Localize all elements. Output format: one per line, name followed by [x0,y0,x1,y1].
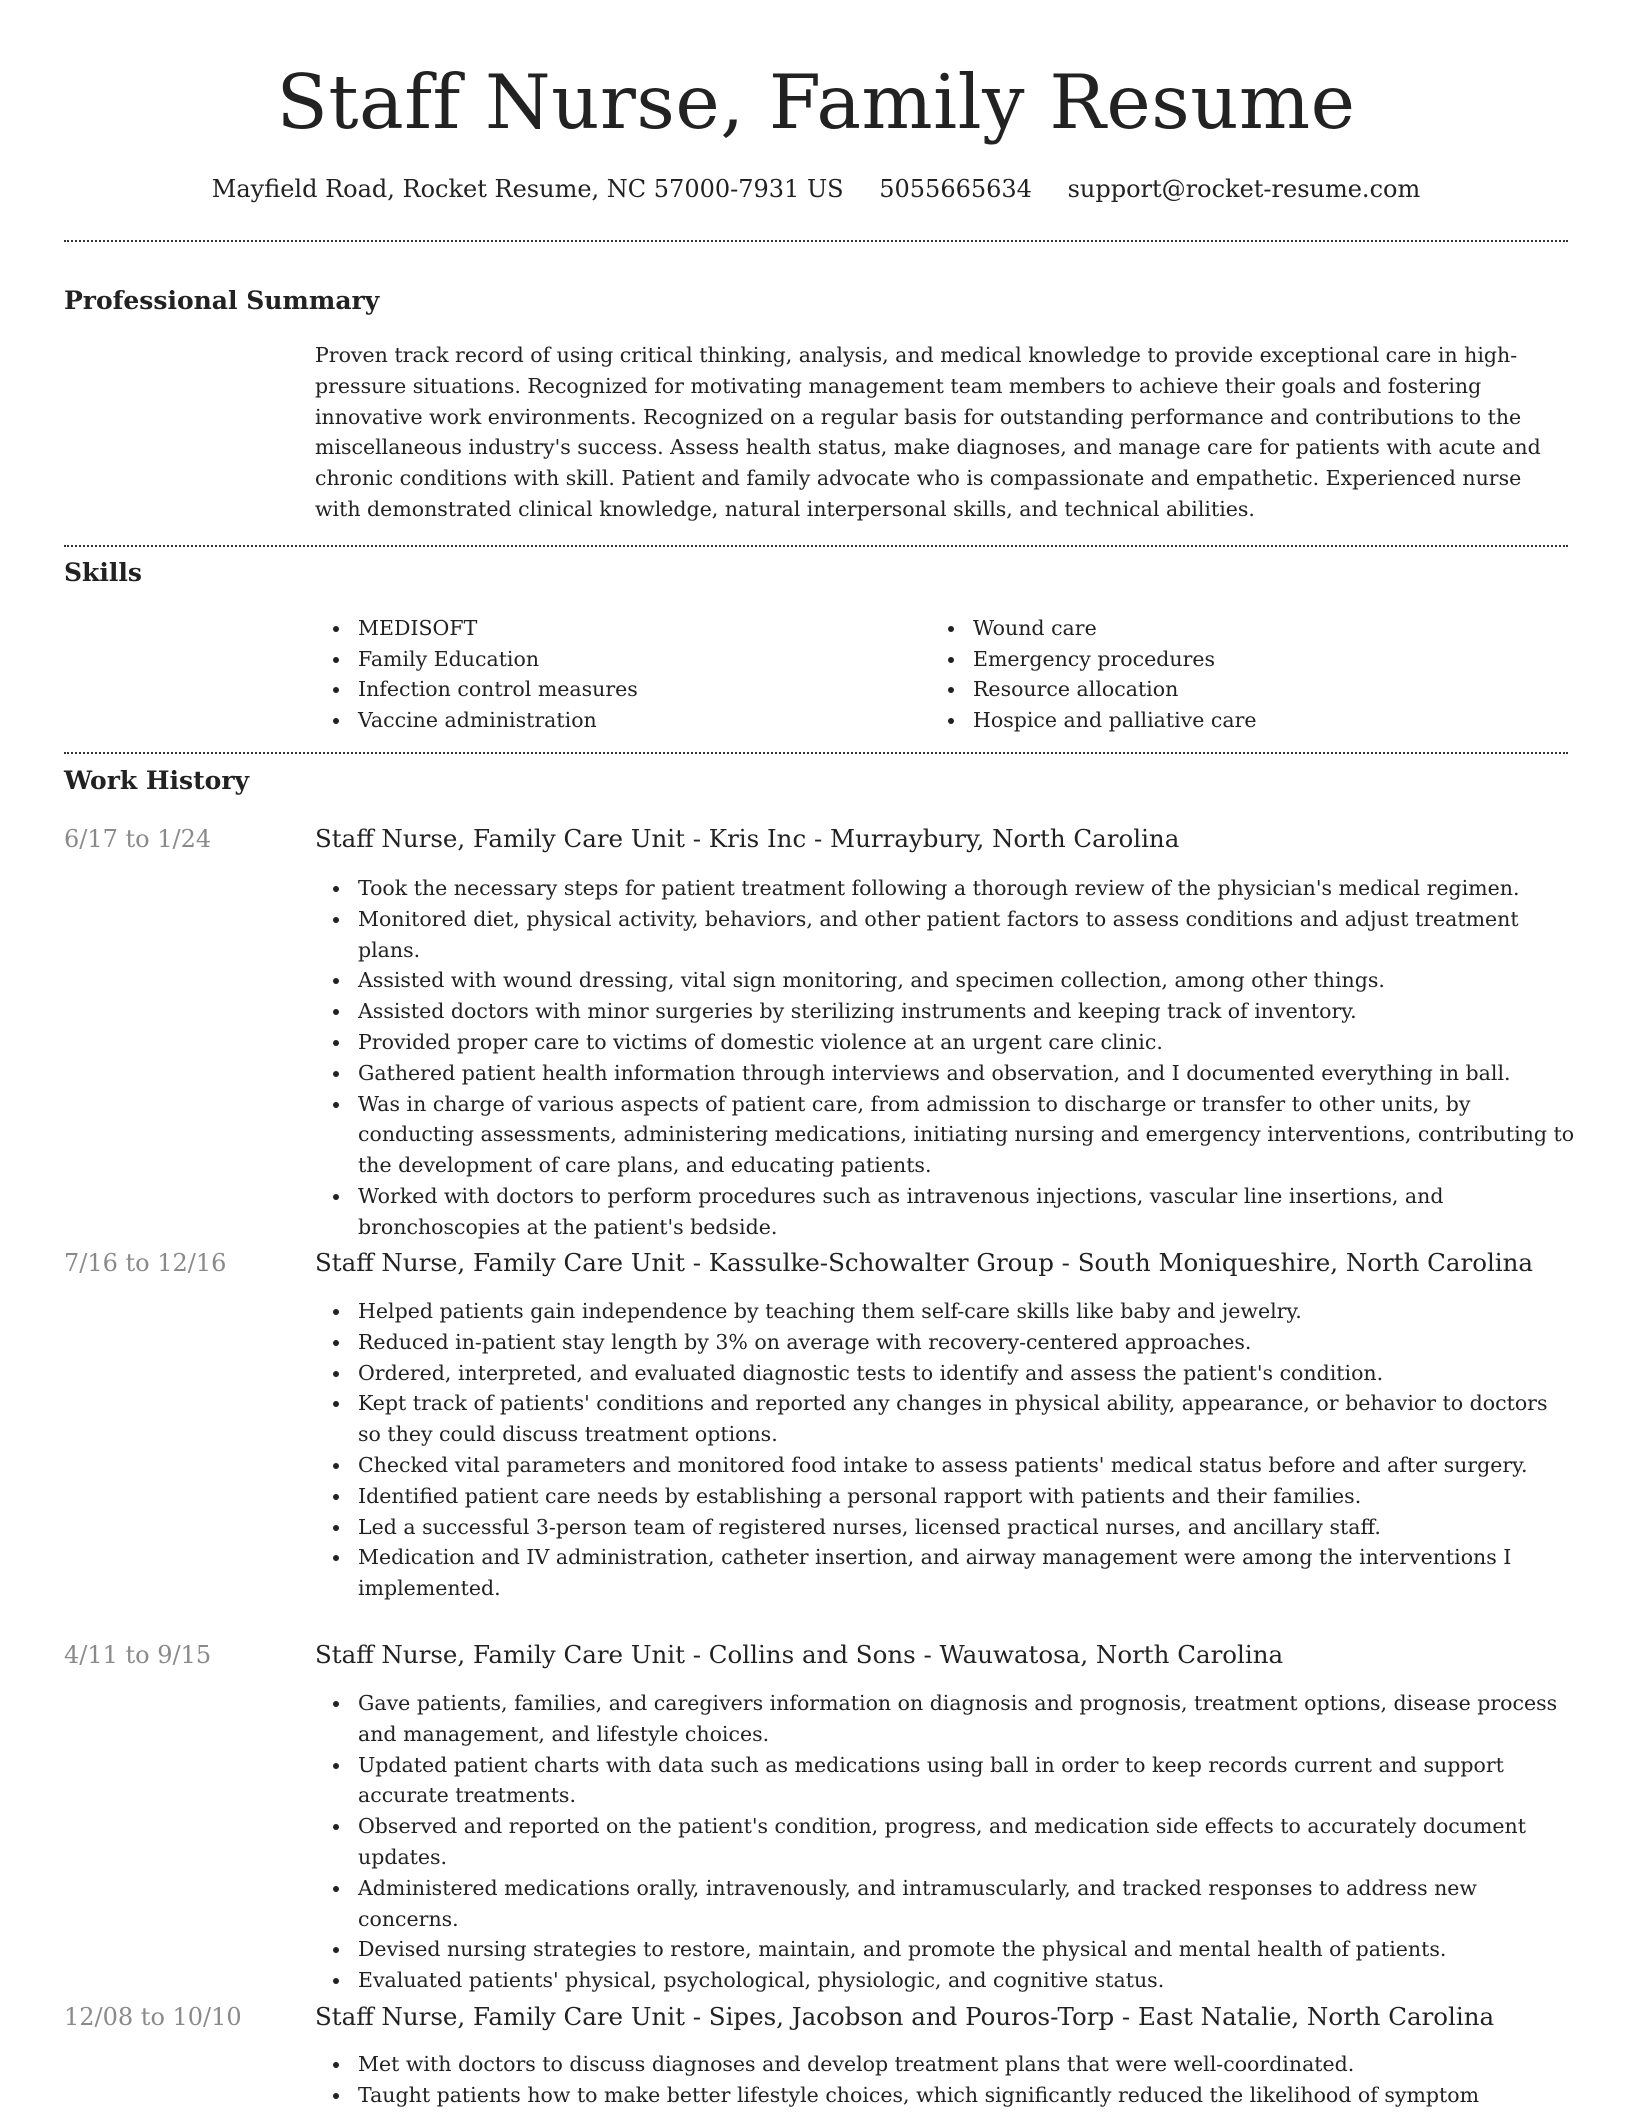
job-bullet: Took the necessary steps for patient treatment following a thorough review of the physician's medical regimen. [315,873,1575,904]
job-bullets [315,2049,1575,2111]
contact-address: Mayfield Road, Rocket Resume, NC 57000-7931 US [211,175,844,203]
job-bullet: Gave patients, families, and caregivers information on diagnosis and prognosis, treatment options, disease process and management, and lifestyle choices. [315,1688,1575,1750]
job-bullet: Gathered patient health information through interviews and observation, and I documented everything in ball. [315,1058,1575,1089]
job-title: Staff Nurse, Family Care Unit - Kassulke-Schowalter Group - South Moniqueshire, North Carolina [315,1248,1534,1277]
job-dates: 4/11 to 9/15 [64,1641,212,1669]
job-bullet: Medication and IV administration, catheter insertion, and airway management were among the interventions I implemented. [315,1542,1575,1604]
divider [64,545,1568,547]
job-bullet: Reduced in-patient stay length by 3% on average with recovery-centered approaches. [315,1327,1575,1358]
job-bullet: Monitored diet, physical activity, behaviors, and other patient factors to assess conditions and adjust treatment plans. [315,904,1575,966]
skill-item: MEDISOFT [315,613,875,644]
skill-item: Wound care [930,613,1490,644]
resume-title: Staff Nurse, Family Resume [276,58,1356,146]
job-bullet: Provided proper care to victims of domestic violence at an urgent care clinic. [315,1027,1575,1058]
summary-text: Proven track record of using critical thinking, analysis, and medical knowledge to provide exceptional care in high-pressure situations. Recognized for motivating management team members to achieve their goals and fostering innovative work environments. Recognized on a regular basis for outstanding performance and contributions to the miscellaneous industry's success. Assess health status, make diagnoses, and manage care for patients with acute and chronic conditions with skill. Patient and family advocate who is compassionate and empathetic. Experienced nurse with demonstrated clinical knowledge, natural interpersonal skills, and technical abilities. [315,343,1541,521]
contact-phone: 5055665634 [879,175,1032,203]
contact-line [0,172,1632,206]
job-title: Staff Nurse, Family Care Unit - Sipes, Jacobson and Pouros-Torp - East Natalie, North Carolina [315,2002,1495,2031]
job-dates: 7/16 to 12/16 [64,1249,227,1277]
job-bullet: Evaluated patients' physical, psychological, physiologic, and cognitive status. [315,1965,1575,1996]
job-bullets [315,1296,1575,1604]
job-dates: 12/08 to 10/10 [64,2003,242,2031]
skill-item: Family Education [315,644,875,675]
job-bullet: Checked vital parameters and monitored food intake to assess patients' medical status before and after surgery. [315,1450,1575,1481]
job-title: Staff Nurse, Family Care Unit - Collins and Sons - Wauwatosa, North Carolina [315,1640,1284,1669]
job-bullet: Kept track of patients' conditions and reported any changes in physical ability, appearance, or behavior to doctors so they could discuss treatment options. [315,1388,1575,1450]
job-bullet: Met with doctors to discuss diagnoses and develop treatment plans that were well-coordinated. [315,2049,1575,2080]
job-dates: 6/17 to 1/24 [64,825,212,853]
job-bullet: Helped patients gain independence by teaching them self-care skills like baby and jewelry. [315,1296,1575,1327]
job-bullet: Assisted with wound dressing, vital sign monitoring, and specimen collection, among other things. [315,965,1575,996]
job-bullet: Ordered, interpreted, and evaluated diagnostic tests to identify and assess the patient's condition. [315,1358,1575,1389]
job-bullet: Was in charge of various aspects of patient care, from admission to discharge or transfer to other units, by conducting assessments, administering medications, initiating nursing and emergency interventions, contributing to the development of care plans, and educating patients. [315,1089,1575,1181]
divider [64,240,1568,242]
job-bullet: Updated patient charts with data such as medications using ball in order to keep records current and support accurate treatments. [315,1750,1575,1812]
contact-email: support@rocket-resume.com [1067,175,1421,203]
skill-item: Resource allocation [930,674,1490,705]
skill-item: Vaccine administration [315,705,875,736]
job-bullets [315,1688,1575,1996]
skills-heading: Skills [64,558,142,587]
skills-list-left [315,613,875,735]
skill-item: Infection control measures [315,674,875,705]
job-bullet: Devised nursing strategies to restore, maintain, and promote the physical and mental health of patients. [315,1934,1575,1965]
job-title: Staff Nurse, Family Care Unit - Kris Inc - Murraybury, North Carolina [315,824,1180,853]
work-history-heading: Work History [64,766,250,795]
skill-item: Hospice and palliative care [930,705,1490,736]
job-bullet: Taught patients how to make better lifestyle choices, which significantly reduced the likelihood of symptom [315,2080,1575,2111]
divider [64,752,1568,754]
skills-list-right [930,613,1490,735]
job-bullet: Led a successful 3-person team of registered nurses, licensed practical nurses, and ancillary staff. [315,1512,1575,1543]
job-bullet: Assisted doctors with minor surgeries by sterilizing instruments and keeping track of inventory. [315,996,1575,1027]
job-bullet: Worked with doctors to perform procedures such as intravenous injections, vascular line insertions, and bronchoscopies at the patient's bedside. [315,1181,1575,1243]
job-bullet: Identified patient care needs by establishing a personal rapport with patients and their families. [315,1481,1575,1512]
skill-item: Emergency procedures [930,644,1490,675]
summary-heading: Professional Summary [64,286,380,315]
job-bullets [315,873,1575,1243]
job-bullet: Observed and reported on the patient's condition, progress, and medication side effects to accurately document updates. [315,1811,1575,1873]
job-bullet: Administered medications orally, intravenously, and intramuscularly, and tracked responses to address new concerns. [315,1873,1575,1935]
